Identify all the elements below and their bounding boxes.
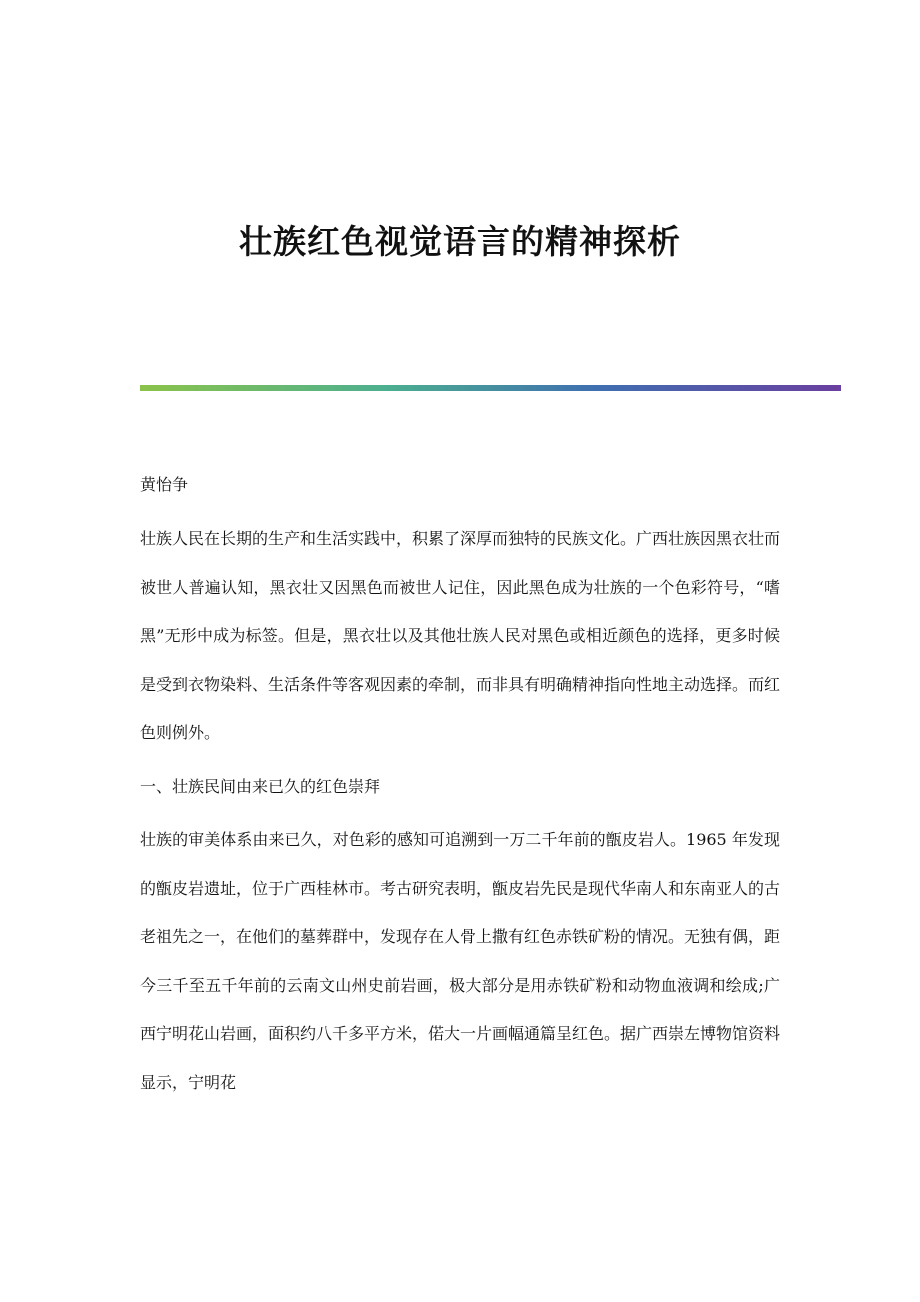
paragraph-section-1: 壮族的审美体系由来已久，对色彩的感知可追溯到一万二千年前的甑皮岩人。1965 年发现的甑皮岩遗址，位于广西桂林市。考古研究表明，甑皮岩先民是现代华南人和东南亚人的古老祖先之一，在他们的墓葬群中，发现存在人骨上撒有红色赤铁矿粉的情况。无独有偶，距今三千至五千年前的云南文山州史前岩画，极大部分是用赤铁矿粉和动物血液调和绘成;广西宁明花山岩画，面积约八千多平方米，偌大一片画幅通篇呈红色。据广西崇左博物馆资料显示，宁明花 — [140, 830, 781, 1092]
title-divider — [140, 385, 841, 391]
section-heading: 一、壮族民间由来已久的红色崇拜 — [140, 777, 381, 796]
document-title: 壮族红色视觉语言的精神探析 — [239, 222, 681, 261]
paragraph-intro: 壮族人民在长期的生产和生活实践中，积累了深厚而独特的民族文化。广西壮族因黑衣壮而被世人普遍认知，黑衣壮又因黑色而被世人记住，因此黑色成为壮族的一个色彩符号，“嗜黑”无形中成为标签。但是，黑衣壮以及其他壮族人民对黑色或相近颜色的选择，更多时候是受到衣物染料、生活条件等客观因素的牵制，而非具有明确精神指向性地主动选择。而红色则例外。 — [140, 529, 781, 742]
author-name: 黄怡争 — [140, 475, 189, 494]
